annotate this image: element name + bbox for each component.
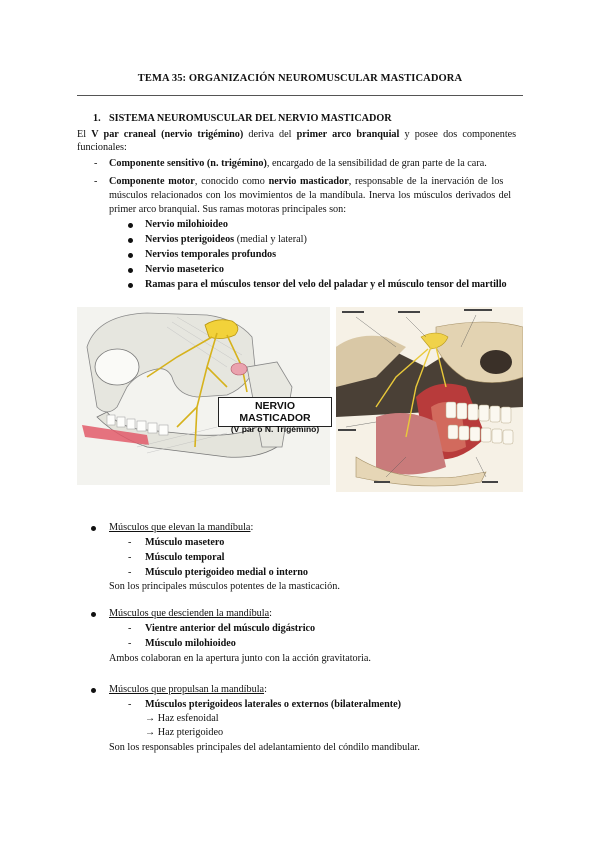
muscle-item: Músculos pterigoideos laterales o externos (bilateralmente) xyxy=(145,699,402,710)
muscle-item: Músculo masetero xyxy=(145,537,225,548)
component-motor-line-3: primer arco branquial. Sus ramas motoras principales son: xyxy=(109,204,347,215)
branch-item xyxy=(145,248,276,261)
component-sensitive-label: Componente sensitivo (n. trigémino) xyxy=(109,158,267,169)
intro-bold-arco: primer arco branquial xyxy=(296,129,400,140)
intro-line-1 xyxy=(77,128,523,141)
group-heading xyxy=(109,607,272,620)
branch-name: Nervio milohioideo xyxy=(145,219,228,230)
bullet-icon xyxy=(128,268,133,273)
branch-name: Ramas para el músculos tensor del velo del paladar y el músculo tensor del martillo xyxy=(145,279,507,290)
intro-text-2: deriva del xyxy=(243,129,297,140)
item-dash: - xyxy=(128,552,132,563)
branch-detail: (medial y lateral) xyxy=(234,234,307,245)
component-motor-label: Componente motor xyxy=(109,176,195,187)
group-heading-colon: : xyxy=(269,608,272,619)
muscle-item: Vientre anterior del músculo digástrico xyxy=(145,623,316,634)
group-heading-colon: : xyxy=(250,522,254,533)
muscle-item: Músculo temporal xyxy=(145,552,225,563)
component-motor-text-1: , conocido como xyxy=(194,176,269,187)
item-dash: - xyxy=(128,623,132,634)
group-note: Ambos colaboran en la apertura junto con la acción gravitatoria. xyxy=(109,653,371,664)
branch-name: Nervios temporales profundos xyxy=(145,249,277,260)
item-dash: - xyxy=(128,699,132,710)
item-dash: - xyxy=(128,537,132,548)
intro-bold-trigemino: V par craneal (nervio trigémino) xyxy=(91,129,244,140)
muscle-item: Músculo milohioideo xyxy=(145,638,236,649)
component-motor-text-2: , responsable de la inervación de los xyxy=(348,176,504,187)
component-sensitive xyxy=(109,157,487,170)
branch-name: Nervios pterigoideos xyxy=(145,234,235,245)
branch-item xyxy=(145,233,307,246)
branch-item xyxy=(145,278,507,291)
anatomy-color-illustration xyxy=(336,307,523,492)
section-heading: SISTEMA NEUROMUSCULAR DEL NERVIO MASTICADOR xyxy=(109,113,392,124)
intro-text-3: y posee dos componentes xyxy=(399,129,517,140)
group-heading xyxy=(109,683,267,696)
bullet-icon xyxy=(91,526,96,531)
skull-nerve-illustration xyxy=(77,307,330,485)
muscle-item: Músculo pterigoideo medial o interno xyxy=(145,567,308,578)
item-dash: - xyxy=(128,638,132,649)
component-dash: - xyxy=(94,176,98,187)
group-note: Son los principales músculos potentes de la masticación. xyxy=(109,581,340,592)
group-heading-text: Músculos que propulsan la mandíbula xyxy=(109,684,265,695)
page-title: TEMA 35: ORGANIZACIÓN NEUROMUSCULAR MASTICADORA xyxy=(137,73,463,84)
item-dash: - xyxy=(128,567,132,578)
bullet-icon xyxy=(91,612,96,617)
component-motor-line-2: músculos relacionados con los movimientos de la mandíbula. Inerva los músculos derivados del xyxy=(109,190,512,201)
bullet-icon xyxy=(91,688,96,693)
bullet-icon xyxy=(128,223,133,228)
nerve-label-box xyxy=(218,397,332,434)
group-note: Son los responsables principales del adelantamiento del cóndilo mandibular. xyxy=(109,742,420,753)
component-motor-bold-2: nervio masticador xyxy=(268,176,349,187)
nerve-label-line-1: NERVIO MASTICADOR xyxy=(239,400,311,424)
intro-line-2: funcionales: xyxy=(77,142,127,153)
bullet-icon xyxy=(128,253,133,258)
branch-name: Nervio maseterico xyxy=(145,264,224,275)
bullet-icon xyxy=(128,283,133,288)
component-dash: - xyxy=(94,158,98,169)
group-heading-text: Músculos que descienden la mandíbula xyxy=(109,608,270,619)
branch-item xyxy=(145,263,224,276)
nerve-label-line-2: (V par o N. Trigémino) xyxy=(230,424,320,434)
title-divider xyxy=(77,95,523,96)
section-number: 1. xyxy=(93,113,101,124)
bullet-icon xyxy=(128,238,133,243)
component-motor-line-1 xyxy=(109,175,523,188)
sub-item: → Haz esfenoidal xyxy=(145,713,219,724)
intro-text-1: El xyxy=(77,129,92,140)
component-sensitive-desc: , encargado de la sensibilidad de gran parte de la cara. xyxy=(266,158,487,169)
group-heading xyxy=(109,521,253,534)
group-heading-colon: : xyxy=(264,684,267,695)
sub-item: → Haz pterigoideo xyxy=(145,727,224,738)
branch-item xyxy=(145,218,228,231)
group-heading-text: Músculos que elevan la mandíbula xyxy=(109,522,251,533)
